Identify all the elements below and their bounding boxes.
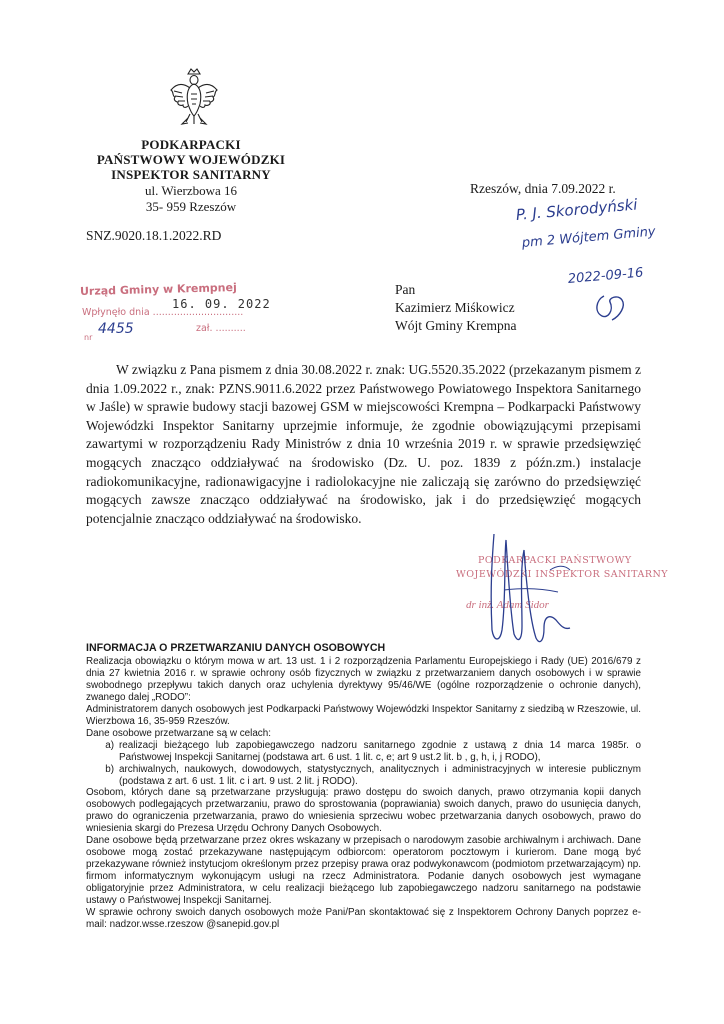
signature-stamp-line2: WOJEWÓDZKI INSPEKTOR SANITARNY (456, 569, 669, 580)
institution-street: ul. Wierzbowa 16 (144, 183, 237, 198)
gdpr-paragraph-legal-basis: Realizacja obowiązku o którym mowa w art. 13 ust. 1 i 2 rozporządzenia Parlamentu Europejskiego i Rady (UE) 2016/679 z dnia 27 kwietnia 2016 r. w sprawie ochrony osób fizycznych w związku z przetwarzaniem danych osobowych i w sprawie swobodnego przepływu takich danych oraz uchylenia dyrektywy 95/46/WE (ogólne rozporządzenie o ochronie danych), zwanego dalej „RODO”: (86, 656, 641, 703)
letter-date: Rzeszów, dnia 7.09.2022 r. (470, 181, 616, 196)
receipt-stamp-office: Urząd Gminy w Krempnej (79, 280, 237, 299)
receipt-stamp-number: 4455 (98, 321, 134, 337)
handwritten-annotation-date: 2022-09-16 (567, 265, 644, 287)
receipt-stamp-attachments: zał. .......... (196, 323, 246, 334)
coat-of-arms-eagle-icon (168, 66, 220, 130)
recipient-salutation: Pan (395, 282, 416, 297)
letter-body-paragraph: W związku z Pana pismem z dnia 30.08.2022 r. znak: UG.5520.35.2022 (przekazanym pismem z dnia 1.09.2022 r., znak: PZNS.9011.6.2022 przez Państwowego Powiatowego Inspektora Sanitarnego w Jaśle) w sprawie budowy stacji bazowej GSM w miejscowości Krempna – Podkarpacki Państwowy Wojewódzki Inspektor Sanitarny uprzejmie informuje, że zgodnie obowiązującymi przepisami zawartymi w rozporządzeniu Rady Ministrów z dnia 10 września 2019 r. w sprawie przedsięwzięć mogących znacząco oddziaływać na środowisko (Dz. U. poz. 1839 z późn.zm.) instalacje radiokomunikacyjne, radionawigacyjne i radiolokacyjne nie zaliczają się zarówno do przedsięwzięć mogących zawsze znacząco oddziaływać na środowisko, jak i do przedsięwzięć mogących potencjalnie znacząco oddziaływać na środowisko. (86, 362, 641, 526)
institution-name-line1: PODKARPACKI (141, 137, 241, 152)
list-item-text: archiwalnych, naukowych, dowodowych, statystycznych, analitycznych i administracyjnych w interesie publicznym (podstawa z art. 6 ust. 1 lit. c i art. 9 ust. 2 lit. j RODO). (119, 763, 641, 787)
gdpr-information-section (86, 641, 641, 931)
recipient-name: Kazimierz Miśkowicz (395, 300, 515, 315)
gdpr-paragraph-administrator: Administratorem danych osobowych jest Podkarpacki Państwowy Wojewódzki Inspektor Sanitarny z siedzibą w Rzeszowie, ul. Wierzbowa 16, 35-959 Rzeszów. (86, 703, 641, 727)
gdpr-purposes-list (86, 740, 641, 788)
receipt-stamp-date: 16. 09. 2022 (172, 297, 271, 311)
handwritten-annotation-line2: pm 2 Wójtem Gminy (521, 224, 657, 251)
list-item-marker: a) (105, 739, 114, 751)
institution-name-line3: INSPEKTOR SANITARNY (111, 167, 271, 182)
gdpr-paragraph-contact: W sprawie ochrony swoich danych osobowych może Pani/Pan skontaktować się z Inspektorem Ochrony Danych poprzez e-mail: nadzor.wsse.rzeszow @sanepid.gov.pl (86, 907, 641, 930)
signature-stamp-line1: PODKARPACKI PAŃSTWOWY (478, 555, 632, 566)
list-item-marker: b) (105, 763, 114, 775)
gdpr-paragraph-purposes: Dane osobowe przetwarzane są w celach: (86, 727, 271, 739)
signature-stamp-name: dr inż. Adam Sidor (466, 599, 549, 611)
list-item (86, 764, 641, 788)
receipt-stamp-received-label: Wpłynęło dnia .............................. (82, 307, 244, 318)
reference-number: SNZ.9020.18.1.2022.RD (86, 228, 222, 243)
gdpr-paragraph-retention: Dane osobowe będą przetwarzane przez okres wskazany w przepisach o narodowym zasobie archiwalnym i archiwach. Dane osobowe mogą zostać przekazywane następującym odbiorcom: operatorom pocztowym i kurierom. Dane mogą być przekazywane również instytucjom określonym przez przepisy prawa oraz podwykonawcom (podmiotom przetwarzającym) np. firmom informatycznym wykonującym usługi na rzecz Administratora. Podanie danych osobowych jest wymagane obligatoryjnie przez Administratora, w celu realizacji bieżącego lub zapobiegawczego nadzoru sanitarnego na podstawie ustawy o Państwowej Inspekcji Sanitarnej. (86, 835, 641, 907)
list-item-text: realizacji bieżącego lub zapobiegawczego nadzoru sanitarnego zgodnie z ustawą z dnia 14 marca 1985r. o Państwowej Inspekcji Sanitarnej (podstawa art. 6 ust. 1 lit. c, e; art 9 ust.2 lit. b , g, h, i, j RODO), (119, 739, 641, 763)
gdpr-paragraph-rights: Osobom, których dane są przetwarzane przysługują: prawo dostępu do swoich danych, prawo otrzymania kopii danych osobowych podlegających przetwarzaniu, prawo do sprostowania (poprawiania) swoich danych, prawo do usunięcia danych, prawo do ograniczenia przetwarzania, prawo do wniesienia sprzeciwu wobec przetwarzania danych osobowych, prawo do wniesienia skargi do Prezesa Urzędu Ochrony Danych Osobowych. (86, 787, 641, 835)
handwritten-initials-icon (590, 290, 630, 324)
list-item (86, 740, 641, 764)
handwritten-signature-icon (460, 530, 630, 650)
institution-name-line2: PAŃSTWOWY WOJEWÓDZKI (96, 152, 286, 167)
gdpr-section-title: INFORMACJA O PRZETWARZANIU DANYCH OSOBOWYCH (86, 642, 386, 654)
receipt-stamp-prefix: nr (84, 333, 93, 342)
handwritten-annotation-line1: P. J. Skorodyński (515, 195, 639, 224)
institution-city: 35- 959 Rzeszów (145, 199, 237, 214)
recipient-title: Wójt Gminy Krempna (395, 318, 517, 333)
